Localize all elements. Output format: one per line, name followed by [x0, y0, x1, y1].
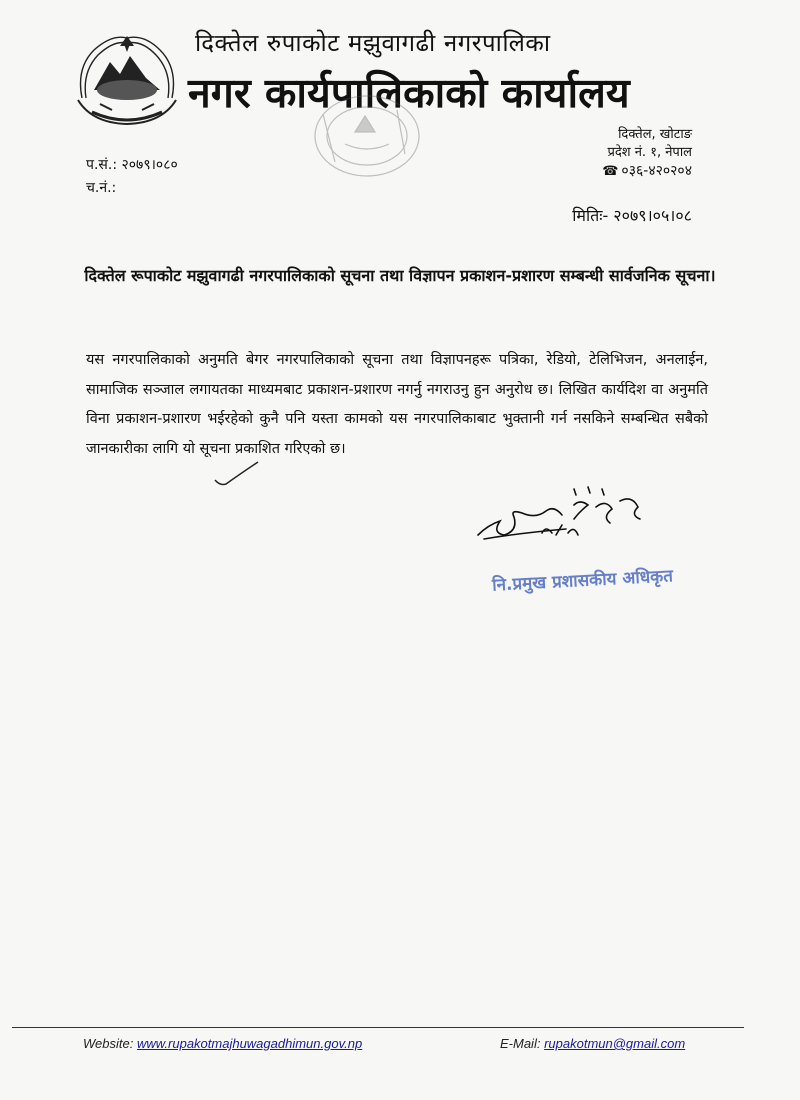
- handwritten-signature: [470, 485, 670, 547]
- phone-number: ०३६-४२०२०४: [621, 163, 692, 179]
- officer-stamp: नि.प्रमुख प्रशासकीय अधिकृत: [491, 566, 674, 596]
- footer-divider: [12, 1027, 744, 1028]
- notice-subject: दिक्तेल रूपाकोट मझुवागढी नगरपालिकाको सूचना तथा विज्ञापन प्रकाशन-प्रशारण सम्बन्धी सार्वजनिक सूचना।: [84, 266, 716, 285]
- office-name: नगर कार्यपालिकाको कार्यालय: [188, 69, 630, 117]
- email-link[interactable]: rupakotmun@gmail.com: [544, 1036, 686, 1051]
- footer-website: [83, 1036, 362, 1051]
- municipality-name: दिक्तेल रुपाकोट मझुवागढी नगरपालिका: [195, 29, 551, 57]
- telephone-icon: ☎: [602, 164, 619, 179]
- notice-body: यस नगरपालिकाको अनुमति बेगर नगरपालिकाको सूचना तथा विज्ञापनहरू पत्रिका, रेडियो, टेलिभिजन, अनलाईन, सामाजिक सञ्जाल लगायतका माध्यमबाट प्रकाशन-प्रशारण नगर्नु नगराउनु हुन अनुरोध छ। लिखित कार्यदिश वा अनुमति विना प्रकाशन-प्रशारण भईरहेको कुनै पनि यस्ता कामको यस नगरपालिकाबाट भुक्तानी गर्न नसकिने सम्बन्धित सबैको जानकारीका लागि यो सूचना प्रकाशित गरिएको छ।: [86, 352, 708, 457]
- phone-number-row: [602, 161, 692, 180]
- handwritten-tick-mark: [212, 460, 262, 490]
- office-seal-stamp: [305, 92, 423, 184]
- address-line-2: प्रदेश नं. १, नेपाल: [607, 145, 692, 160]
- nepal-emblem-logo: [72, 28, 182, 130]
- letter-reference-number: प.सं.: २०७९।०८०: [86, 157, 178, 173]
- address-line-1: दिक्तेल, खोटाङ: [618, 127, 692, 142]
- dispatch-number: च.नं.:: [86, 180, 117, 196]
- website-link[interactable]: www.rupakotmajhuwagadhimun.gov.np: [136, 1036, 363, 1051]
- letter-date: मितिः- २०७९।०५।०८: [572, 206, 692, 225]
- email-label: E-Mail:: [500, 1036, 541, 1051]
- website-label: Website:: [83, 1036, 134, 1051]
- footer-email: [500, 1036, 685, 1051]
